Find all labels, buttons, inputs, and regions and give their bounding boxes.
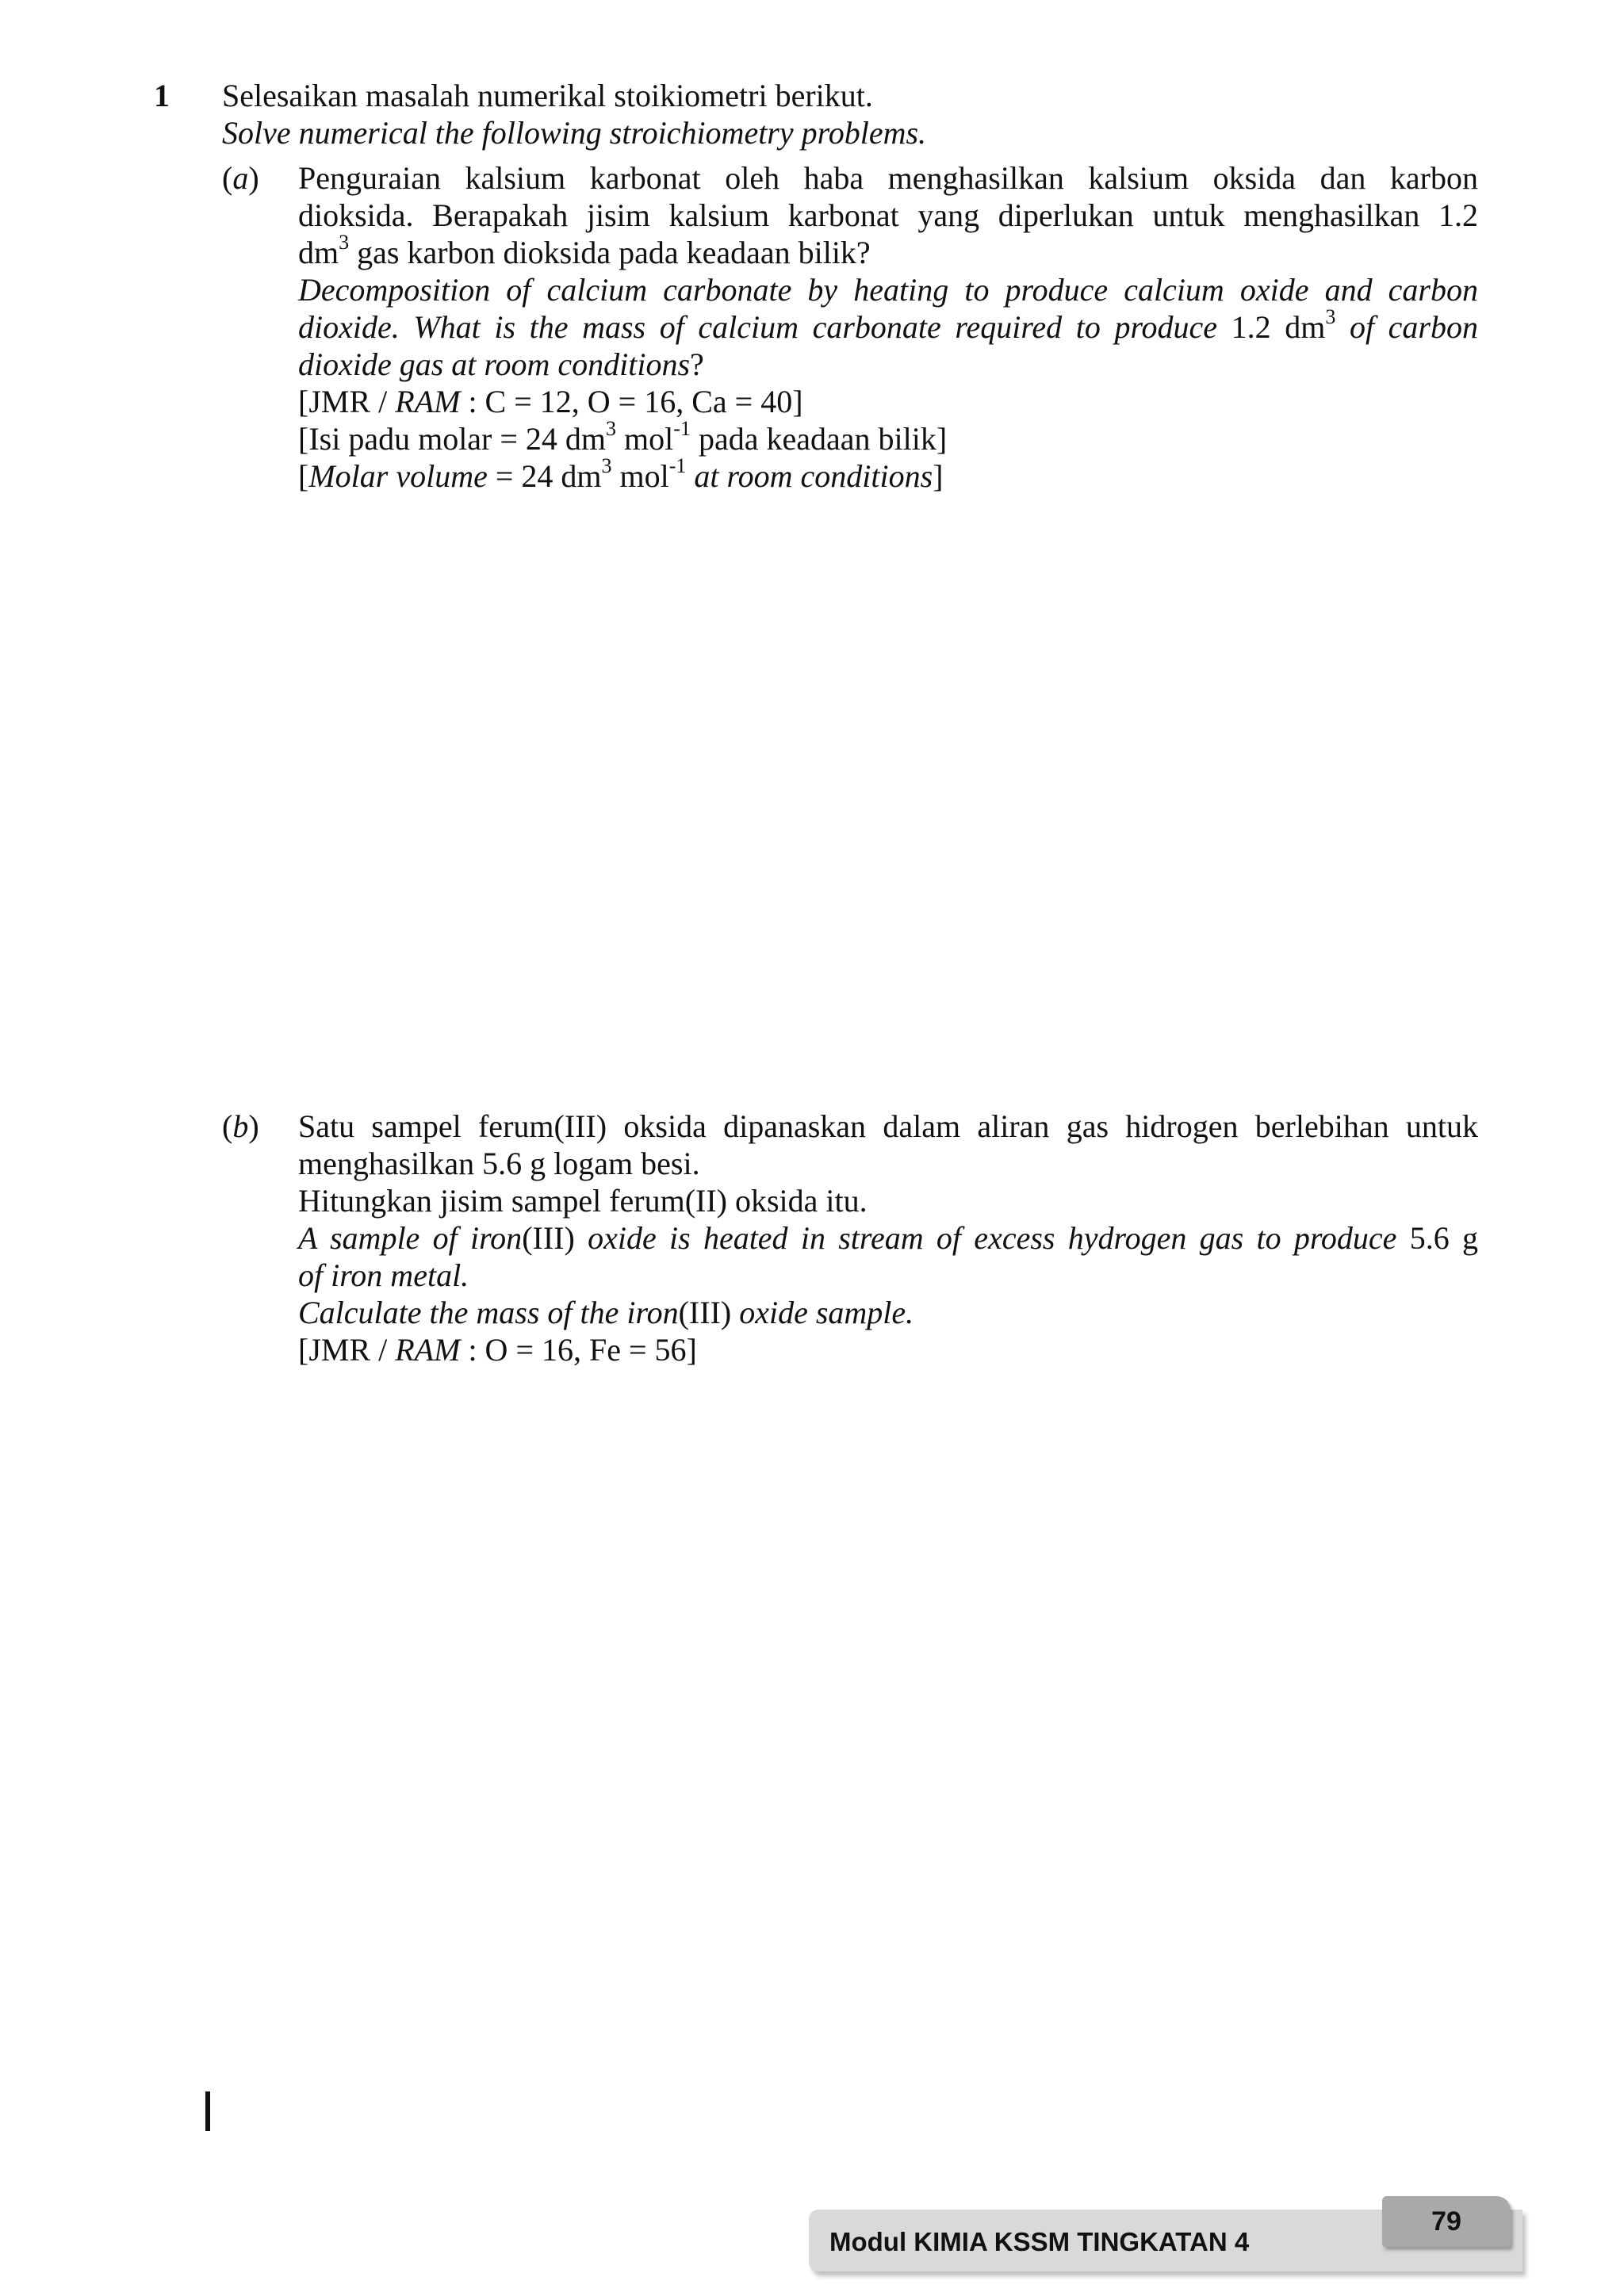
part-a-ram: [JMR / RAM : C = 12, O = 16, Ca = 40] (298, 384, 803, 419)
page-number: 79 (1382, 2196, 1511, 2247)
question-number: 1 (154, 78, 170, 113)
instruction-english: Solve numerical the following stroichiometry problems. (222, 115, 927, 151)
part-a-molar-volume-english: [Molar volume = 24 $dm^3$ mol$^{-1}$ at room conditions] (298, 453, 944, 494)
margin-bar-mark (205, 2091, 210, 2131)
part-b-body (298, 1108, 1478, 1368)
part-b-english-line-3: Calculate the mass of the iron(III) oxide sample. (298, 1295, 914, 1330)
part-a-molar-volume-malay: [Isi padu molar = 24 $dm^3$ mol$^{-1}$ pada keadaan bilik] (298, 416, 948, 457)
part-b-malay-line-3: Hitungkan jisim sampel ferum(II) oksida itu. (298, 1183, 868, 1219)
part-a-malay-line-3: $dm^3$ gas karbon dioksida pada keadaan bilik? (298, 230, 871, 270)
part-a-malay-line-1: Penguraian kalsium karbonat oleh haba menghasilkan kalsium oksida dan karbon (298, 160, 1478, 196)
part-b-ram: [JMR / RAM : O = 16, Fe = 56] (298, 1332, 697, 1368)
part-a-english-line-3: dioxide gas at room conditions? (298, 346, 704, 382)
part-b-malay-line-1: Satu sampel ferum(III) oksida dipanaskan dalam aliran gas hidrogen berlebihan untuk (298, 1108, 1478, 1144)
question-instruction (222, 77, 1475, 151)
part-b-malay-line-2: menghasilkan 5.6 g logam besi. (298, 1146, 700, 1181)
part-a-english-line-2: dioxide. What is the mass of calcium carbonate required to produce 1.2 $dm^3$ of carbon (298, 304, 1478, 345)
part-a-body (298, 159, 1478, 495)
instruction-malay: Selesaikan masalah numerikal stoikiometri berikut. (222, 78, 873, 113)
part-b-english-line-2: of iron metal. (298, 1257, 469, 1293)
part-a-english-line-1: Decomposition of calcium carbonate by heating to produce calcium oxide and carbon (298, 272, 1478, 308)
part-b-label: (b) (222, 1108, 259, 1144)
part-a-label: (a) (222, 160, 259, 196)
part-b-english-line-1: A sample of iron(III) oxide is heated in stream of excess hydrogen gas to produce 5.6 g (298, 1220, 1478, 1256)
footer-title: Modul KIMIA KSSM TINGKATAN 4 (829, 2227, 1250, 2256)
part-a-malay-line-2: dioksida. Berapakah jisim kalsium karbonat yang diperlukan untuk menghasilkan 1.2 (298, 197, 1478, 233)
